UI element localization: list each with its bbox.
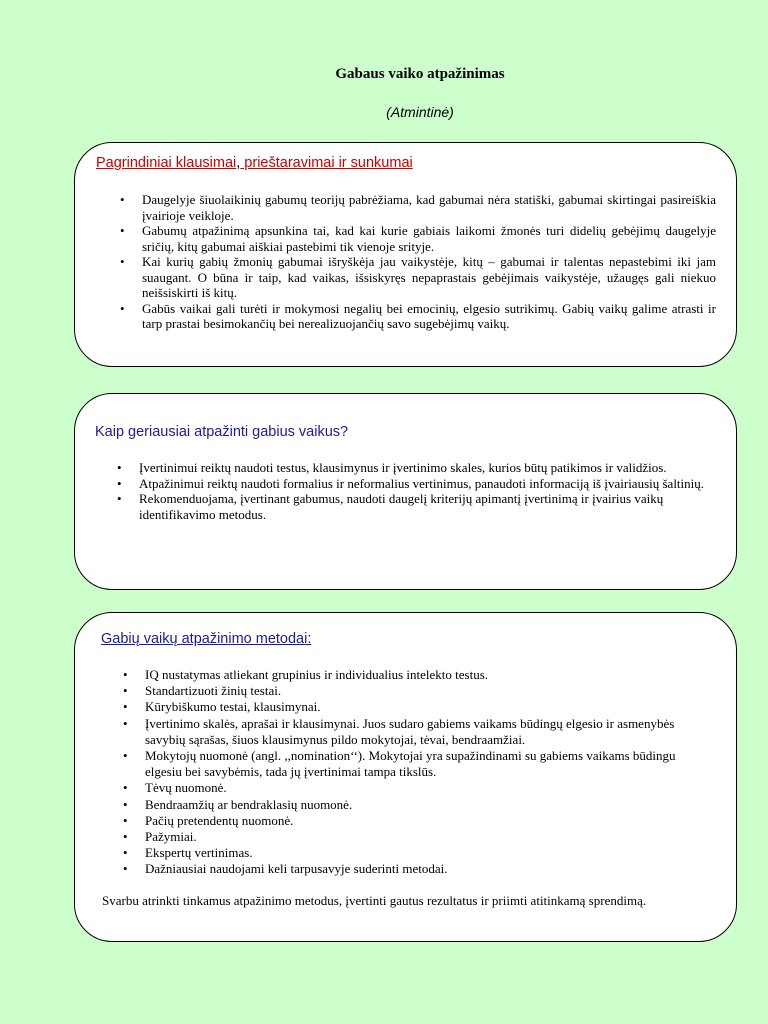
list-item bbox=[123, 845, 703, 861]
list-item bbox=[120, 192, 716, 223]
list-item bbox=[117, 476, 717, 492]
list-item-text: Gabumų atpažinimą apsunkina tai, kad kai kurie gabiais laikomi žmonės turi didelių gebėjimų daugelyje sričių, kitų gabumai aiškiai pastebimi tik vienoje srityje. bbox=[142, 223, 716, 254]
list-item-text: Standartizuoti žinių testai. bbox=[145, 683, 282, 699]
list-item-text: Atpažinimui reiktų naudoti formalius ir neformalius vertinimus, panaudoti informaciją iš įvairiausių šaltinių. bbox=[139, 475, 705, 491]
bullet-icon: • bbox=[123, 748, 128, 764]
list-item bbox=[117, 460, 717, 476]
bullet-icon: • bbox=[120, 223, 125, 238]
document-title: Gabaus vaiko atpažinimas bbox=[335, 66, 505, 82]
list-item-text: Mokytojų nuomonė (angl. ,,nomination‘‘). Mokytojai yra supažindinami su gabiems vaikams būdingu elgesiu bei savybėmis, tada jų įvertinimai tampa tikslūs. bbox=[145, 748, 676, 780]
bullet-icon: • bbox=[123, 812, 128, 828]
bullet-icon: • bbox=[117, 475, 122, 491]
list-item-text: Įvertinimo skalės, aprašai ir klausimynai. Juos sudaro gabiems vaikams būdingų elgesio ir asmenybės savybių sąrašas, šiuos klausimynus pildo mokytojai, tėvai, bendraamžiai. bbox=[145, 715, 675, 747]
list-item bbox=[123, 797, 703, 813]
heading-separator: , bbox=[236, 155, 241, 171]
list-item bbox=[123, 780, 703, 796]
section-heading: Gabių vaikų atpažinimo metodai: bbox=[101, 631, 312, 647]
section-heading: Kaip geriausiai atpažinti gabius vaikus? bbox=[95, 424, 349, 440]
list-item bbox=[117, 491, 717, 522]
list-item-text: Kai kurių gabių žmonių gabumai išryškėja jau vaikystėje, kitų – gabumai ir talentas nepastebimi iki jam suaugant. O būna ir taip, kad vaikas, išsiskyręs nepaprastais gebėjimais vaikystėje, užaugęs gali niekuo neišsiskirti iš kitų. bbox=[142, 254, 716, 300]
list-item bbox=[123, 748, 703, 780]
list-item-text: Bendraamžių ar bendraklasių nuomonė. bbox=[145, 796, 353, 812]
list-item-text: Įvertinimui reiktų naudoti testus, klausimynus ir įvertinimo skales, kurios būtų patikimos ir validžios. bbox=[139, 460, 667, 475]
list-item-text: Tėvų nuomonė. bbox=[145, 780, 227, 796]
bullet-icon: • bbox=[123, 683, 128, 699]
bullet-icon: • bbox=[123, 861, 128, 877]
bullet-icon: • bbox=[120, 192, 125, 207]
bullet-icon: • bbox=[123, 845, 128, 861]
bullet-icon: • bbox=[120, 254, 125, 269]
bullet-icon: • bbox=[123, 667, 128, 682]
bullet-icon: • bbox=[123, 796, 128, 812]
bullet-icon: • bbox=[117, 460, 122, 475]
list-item-text: Pačių pretendentų nuomonė. bbox=[145, 812, 294, 828]
list-item-text: IQ nustatymas atliekant grupinius ir individualius intelekto testus. bbox=[145, 667, 489, 682]
bullet-icon: • bbox=[123, 715, 128, 731]
document-subtitle: (Atmintinė) bbox=[386, 104, 454, 120]
list-item bbox=[123, 813, 703, 829]
section-heading bbox=[96, 155, 413, 171]
list-item-text: Kūrybiškumo testai, klausimynai. bbox=[145, 699, 321, 715]
list-item bbox=[123, 829, 703, 845]
list-item-text: Pažymiai. bbox=[145, 829, 197, 845]
list-item bbox=[123, 667, 703, 683]
bullet-icon: • bbox=[117, 491, 122, 506]
list-item-text: Daugelyje šiuolaikinių gabumų teorijų pabrėžiama, kad gabumai nėra statiški, gabumai skirtingai pasireiškia įvairioje veikloje. bbox=[142, 192, 716, 223]
list-item bbox=[123, 699, 703, 715]
list-item bbox=[120, 301, 716, 332]
section-how-to-identify bbox=[74, 393, 737, 590]
list-item bbox=[120, 254, 716, 301]
list-item-text: Ekspertų vertinimas. bbox=[145, 845, 253, 861]
bullet-list bbox=[123, 667, 703, 878]
section-note: Svarbu atrinkti tinkamus atpažinimo metodus, įvertinti gautus rezultatus ir priimti atitinkamą sprendimą. bbox=[102, 893, 647, 908]
bullet-icon: • bbox=[123, 829, 128, 845]
heading-part-1: Pagrindiniai klausimai bbox=[96, 155, 237, 171]
bullet-icon: • bbox=[120, 300, 125, 316]
list-item-text: Gabūs vaikai gali turėti ir mokymosi negalių bei emocinių, elgesio sutrikimų. Gabių vaikų galime atrasti ir tarp prastai besimokančių bei nerealizuojančių savo sugebėjimų vaikų. bbox=[142, 300, 716, 331]
list-item bbox=[123, 683, 703, 699]
section-methods bbox=[74, 612, 737, 942]
list-item-text: Rekomenduojama, įvertinant gabumus, naudoti daugelį kriterijų apimantį įvertinimą ir įvairius vaikų identifikavimo metodus. bbox=[139, 491, 664, 522]
list-item bbox=[120, 223, 716, 254]
bullet-icon: • bbox=[123, 780, 128, 796]
bullet-icon: • bbox=[123, 699, 128, 715]
bullet-list bbox=[120, 192, 716, 332]
bullet-list bbox=[117, 460, 717, 522]
heading-part-2: prieštaravimai ir sunkumai bbox=[240, 155, 413, 171]
section-key-issues bbox=[74, 142, 737, 367]
list-item bbox=[123, 861, 703, 877]
list-item-text: Dažniausiai naudojami keli tarpusavyje suderinti metodai. bbox=[145, 861, 448, 877]
list-item bbox=[123, 716, 703, 748]
